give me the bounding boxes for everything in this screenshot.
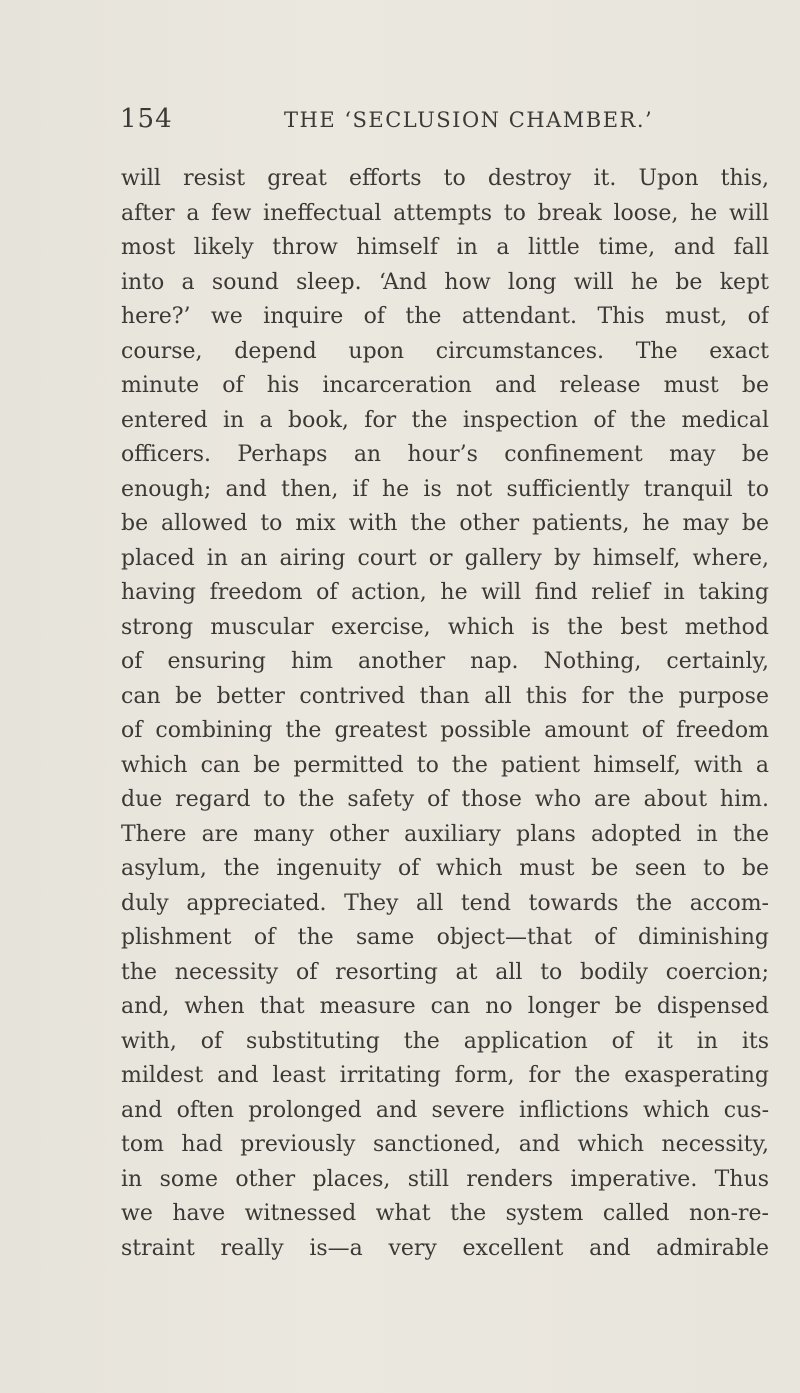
text-line: be allowed to mix with the other patients, he may be	[121, 511, 769, 536]
text-line: can be better contrived than all this for the purpose	[121, 683, 769, 709]
text-line: and often prolonged and severe inflictions which cus-	[121, 1097, 769, 1123]
text-line: in some other places, still renders imperative. Thus	[121, 1166, 769, 1192]
text-line: having freedom of action, he will find relief in taking	[121, 580, 769, 605]
page-header	[120, 104, 720, 144]
text-line: most likely throw himself in a little time, and fall	[121, 235, 769, 260]
text-line: of ensuring him another nap. Nothing, certainly,	[121, 649, 769, 674]
text-line: and, when that measure can no longer be dispensed	[121, 994, 769, 1019]
text-line: with, of substituting the application of it in its	[121, 1028, 769, 1054]
text-line: tom had previously sanctioned, and which necessity,	[121, 1132, 769, 1157]
text-line: asylum, the ingenuity of which must be seen to be	[121, 856, 769, 881]
text-line: entered in a book, for the inspection of the medical	[121, 407, 769, 433]
text-line: placed in an airing court or gallery by himself, where,	[121, 545, 769, 571]
text-line: mildest and least irritating form, for the exasperating	[121, 1063, 769, 1088]
text-line: minute of his incarceration and release must be	[121, 373, 769, 398]
text-line: after a few ineffectual attempts to break loose, he will	[121, 200, 769, 226]
text-line: due regard to the safety of those who are about him.	[121, 787, 769, 812]
text-line: will resist great efforts to destroy it. Upon this,	[121, 166, 769, 191]
text-line: into a sound sleep. ‘And how long will he be kept	[121, 269, 769, 295]
body-text	[121, 162, 769, 1266]
text-line: which can be permitted to the patient himself, with a	[121, 752, 769, 778]
text-line: here?’ we inquire of the attendant. This must, of	[121, 304, 769, 329]
text-line: enough; and then, if he is not sufficiently tranquil to	[121, 476, 769, 502]
text-line: There are many other auxiliary plans adopted in the	[121, 821, 769, 847]
text-line: duly appreciated. They all tend towards the accom-	[121, 890, 769, 916]
text-line: straint really is—a very excellent and admirable	[121, 1235, 769, 1261]
text-line: officers. Perhaps an hour’s confinement may be	[121, 442, 769, 467]
page-number: 154	[120, 104, 173, 134]
text-line: strong muscular exercise, which is the best method	[121, 614, 769, 640]
text-line: the necessity of resorting at all to bodily coercion;	[121, 959, 769, 985]
text-line: course, depend upon circumstances. The exact	[121, 338, 769, 364]
running-head: THE ‘SECLUSION CHAMBER.’	[284, 108, 654, 132]
text-line: of combining the greatest possible amount of freedom	[121, 718, 769, 743]
text-line: we have witnessed what the system called non-re-	[121, 1201, 769, 1226]
text-line: plishment of the same object—that of diminishing	[121, 925, 769, 950]
